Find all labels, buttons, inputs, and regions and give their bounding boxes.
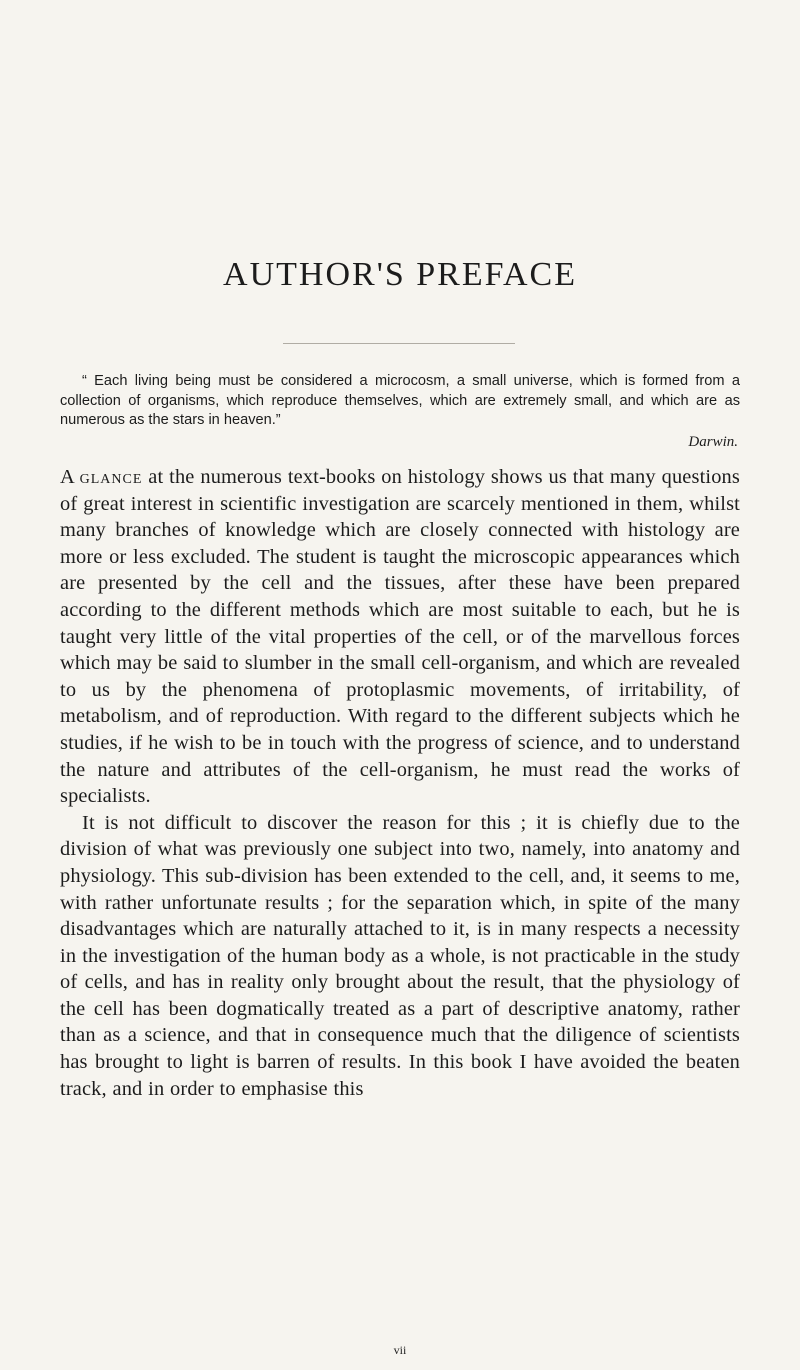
preface-body: [60, 464, 740, 1102]
epigraph-quote: “ Each living being must be considered a microcosm, a small universe, which is formed from a collection of organisms, which reproduce themselves, which are extremely small, and which are as numerous as the stars in heaven.”: [60, 373, 740, 428]
paragraph-1: [60, 464, 740, 810]
epigraph-attribution: Darwin.: [688, 434, 738, 450]
paragraph-1-text: at the numerous text-books on histology shows us that many questions of great interest in scientific investigation are scarcely mentioned in them, whilst many branches of knowledge which are closely connected with histology are more or less excluded. The student is taught the microscopic appearances which are presented by the cell and the tissues, after these have been prepared according to the different methods which are most suitable to each, but he is taught very little of the vital properties of the cell, or of the marvellous forces which may be said to slumber in the small cell-organism, and which are revealed to us by the phenomena of protoplasmic movements, of irritability, of metabolism, and of reproduction. With regard to the different subjects which he studies, if he wish to be in touch with the progress of science, and to understand the nature and attributes of the cell-organism, he must read the works of specialists.: [60, 466, 740, 808]
page-title: AUTHOR'S PREFACE: [223, 256, 577, 293]
paragraph-1-small-caps: glance: [79, 466, 143, 488]
paragraph-2: It is not difficult to discover the reason for this ; it is chiefly due to the division of what was previously one subject into two, namely, into anatomy and physiology. This sub-division has been extended to the cell, and, it seems to me, with rather unfortunate results ; for the separation which, in spite of the many disadvantages which are naturally attached to it, is in many respects a necessity in the investigation of the human body as a whole, is not practicable in the study of cells, and has in reality only brought about the result, that the physiology of the cell has been dogmatically treated as a part of descriptive anatomy, rather than as a science, and that in consequence much that the diligence of scientists has brought to light is barren of results. In this book I have avoided the beaten track, and in order to emphasise this: [60, 811, 740, 1100]
paragraph-1-opening-word: A: [60, 466, 74, 488]
title-divider: [283, 343, 515, 344]
page-number: vii: [393, 1343, 407, 1357]
